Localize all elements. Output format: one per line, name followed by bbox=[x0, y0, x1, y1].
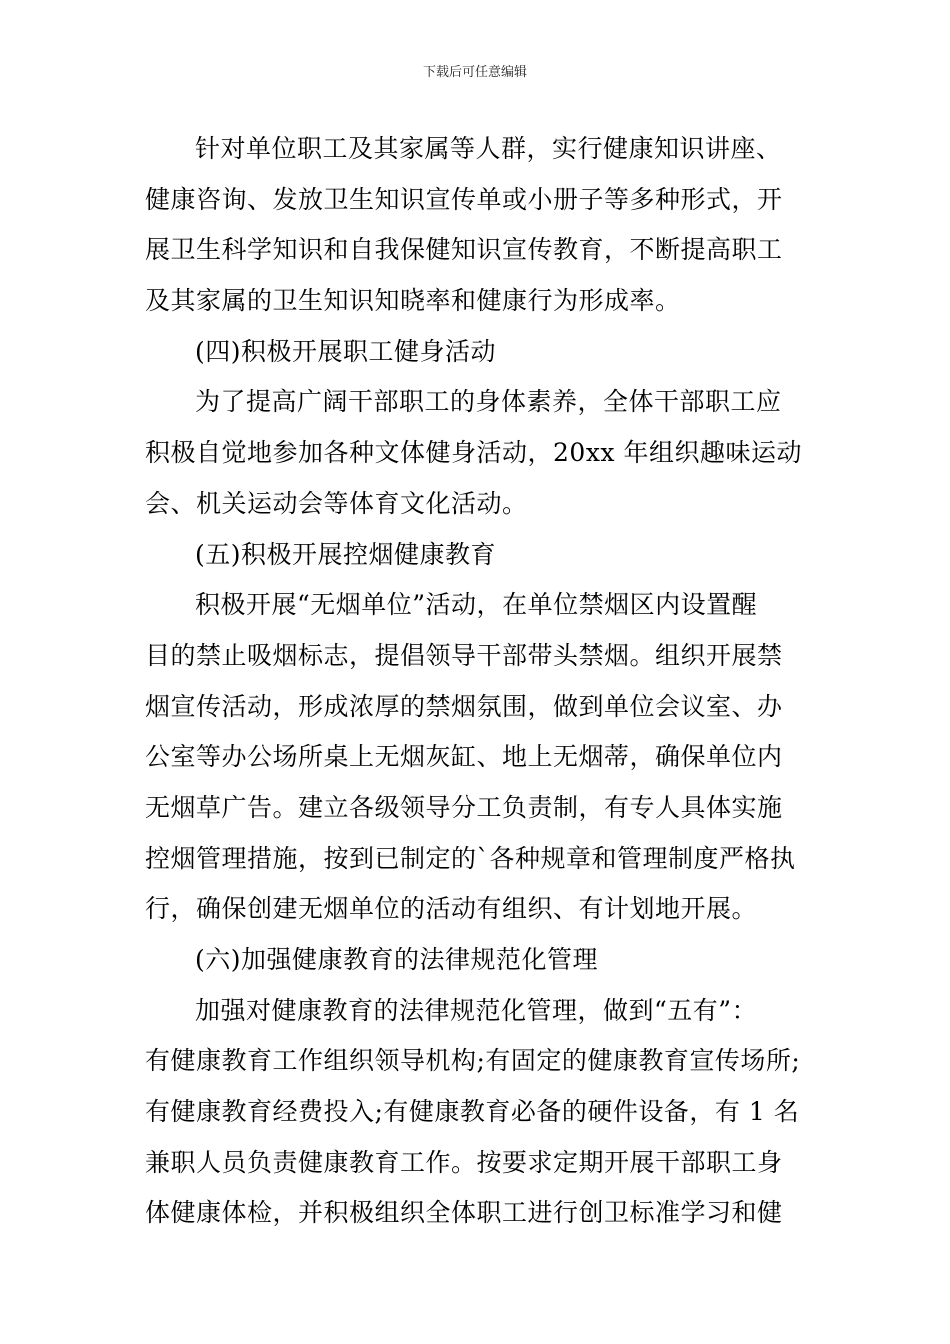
text-line: 积极自觉地参加各种文体健身活动，20xx 年组织趣味运动 bbox=[145, 438, 802, 468]
section-heading: (六)加强健康教育的法律规范化管理 bbox=[195, 945, 599, 974]
text-line: 加强对健康教育的法律规范化管理，做到“五有”： bbox=[195, 995, 758, 1025]
text-line: 健康咨询、发放卫生知识宣传单或小册子等多种形式，开 bbox=[145, 184, 783, 214]
text-line: 兼职人员负责健康教育工作。按要求定期开展干部职工身 bbox=[145, 1147, 783, 1177]
text-line: 体健康体检，并积极组织全体职工进行创卫标准学习和健 bbox=[145, 1198, 783, 1228]
page-header: 下载后可任意编辑 bbox=[422, 65, 527, 80]
text-line: 会、机关运动会等体育文化活动。 bbox=[145, 488, 528, 518]
text-line: 无烟草广告。建立各级领导分工负责制，有专人具体实施 bbox=[145, 792, 783, 822]
text-line: 及其家属的卫生知识知晓率和健康行为形成率。 bbox=[145, 286, 681, 316]
document-body bbox=[145, 124, 815, 1239]
text-line: 有健康教育工作组织领导机构;有固定的健康教育宣传场所; bbox=[145, 1046, 801, 1076]
text-line: 为了提高广阔干部职工的身体素养，全体干部职工应 bbox=[195, 387, 782, 417]
text-line: 控烟管理措施，按到已制定的`各种规章和管理制度严格执 bbox=[145, 843, 796, 873]
text-line: 针对单位职工及其家属等人群，实行健康知识讲座、 bbox=[195, 134, 782, 163]
text-line: 积极开展“无烟单位”活动，在单位禁烟区内设置醒 bbox=[195, 590, 758, 620]
text-line: 有健康教育经费投入;有健康教育必备的硬件设备，有 1 名 bbox=[145, 1097, 800, 1127]
text-line: 公室等办公场所桌上无烟灰缸、地上无烟蒂，确保单位内 bbox=[145, 742, 783, 772]
text-line: 目的禁止吸烟标志，提倡领导干部带头禁烟。组织开展禁 bbox=[145, 640, 783, 670]
text-line: 烟宣传活动，形成浓厚的禁烟氛围，做到单位会议室、办 bbox=[145, 691, 783, 721]
section-heading: (四)积极开展职工健身活动 bbox=[195, 336, 497, 366]
text-line: 展卫生科学知识和自我保健知识宣传教育，不断提高职工 bbox=[145, 235, 783, 265]
text-line: 行，确保创建无烟单位的活动有组织、有计划地开展。 bbox=[145, 894, 758, 924]
section-heading: (五)积极开展控烟健康教育 bbox=[195, 539, 497, 569]
